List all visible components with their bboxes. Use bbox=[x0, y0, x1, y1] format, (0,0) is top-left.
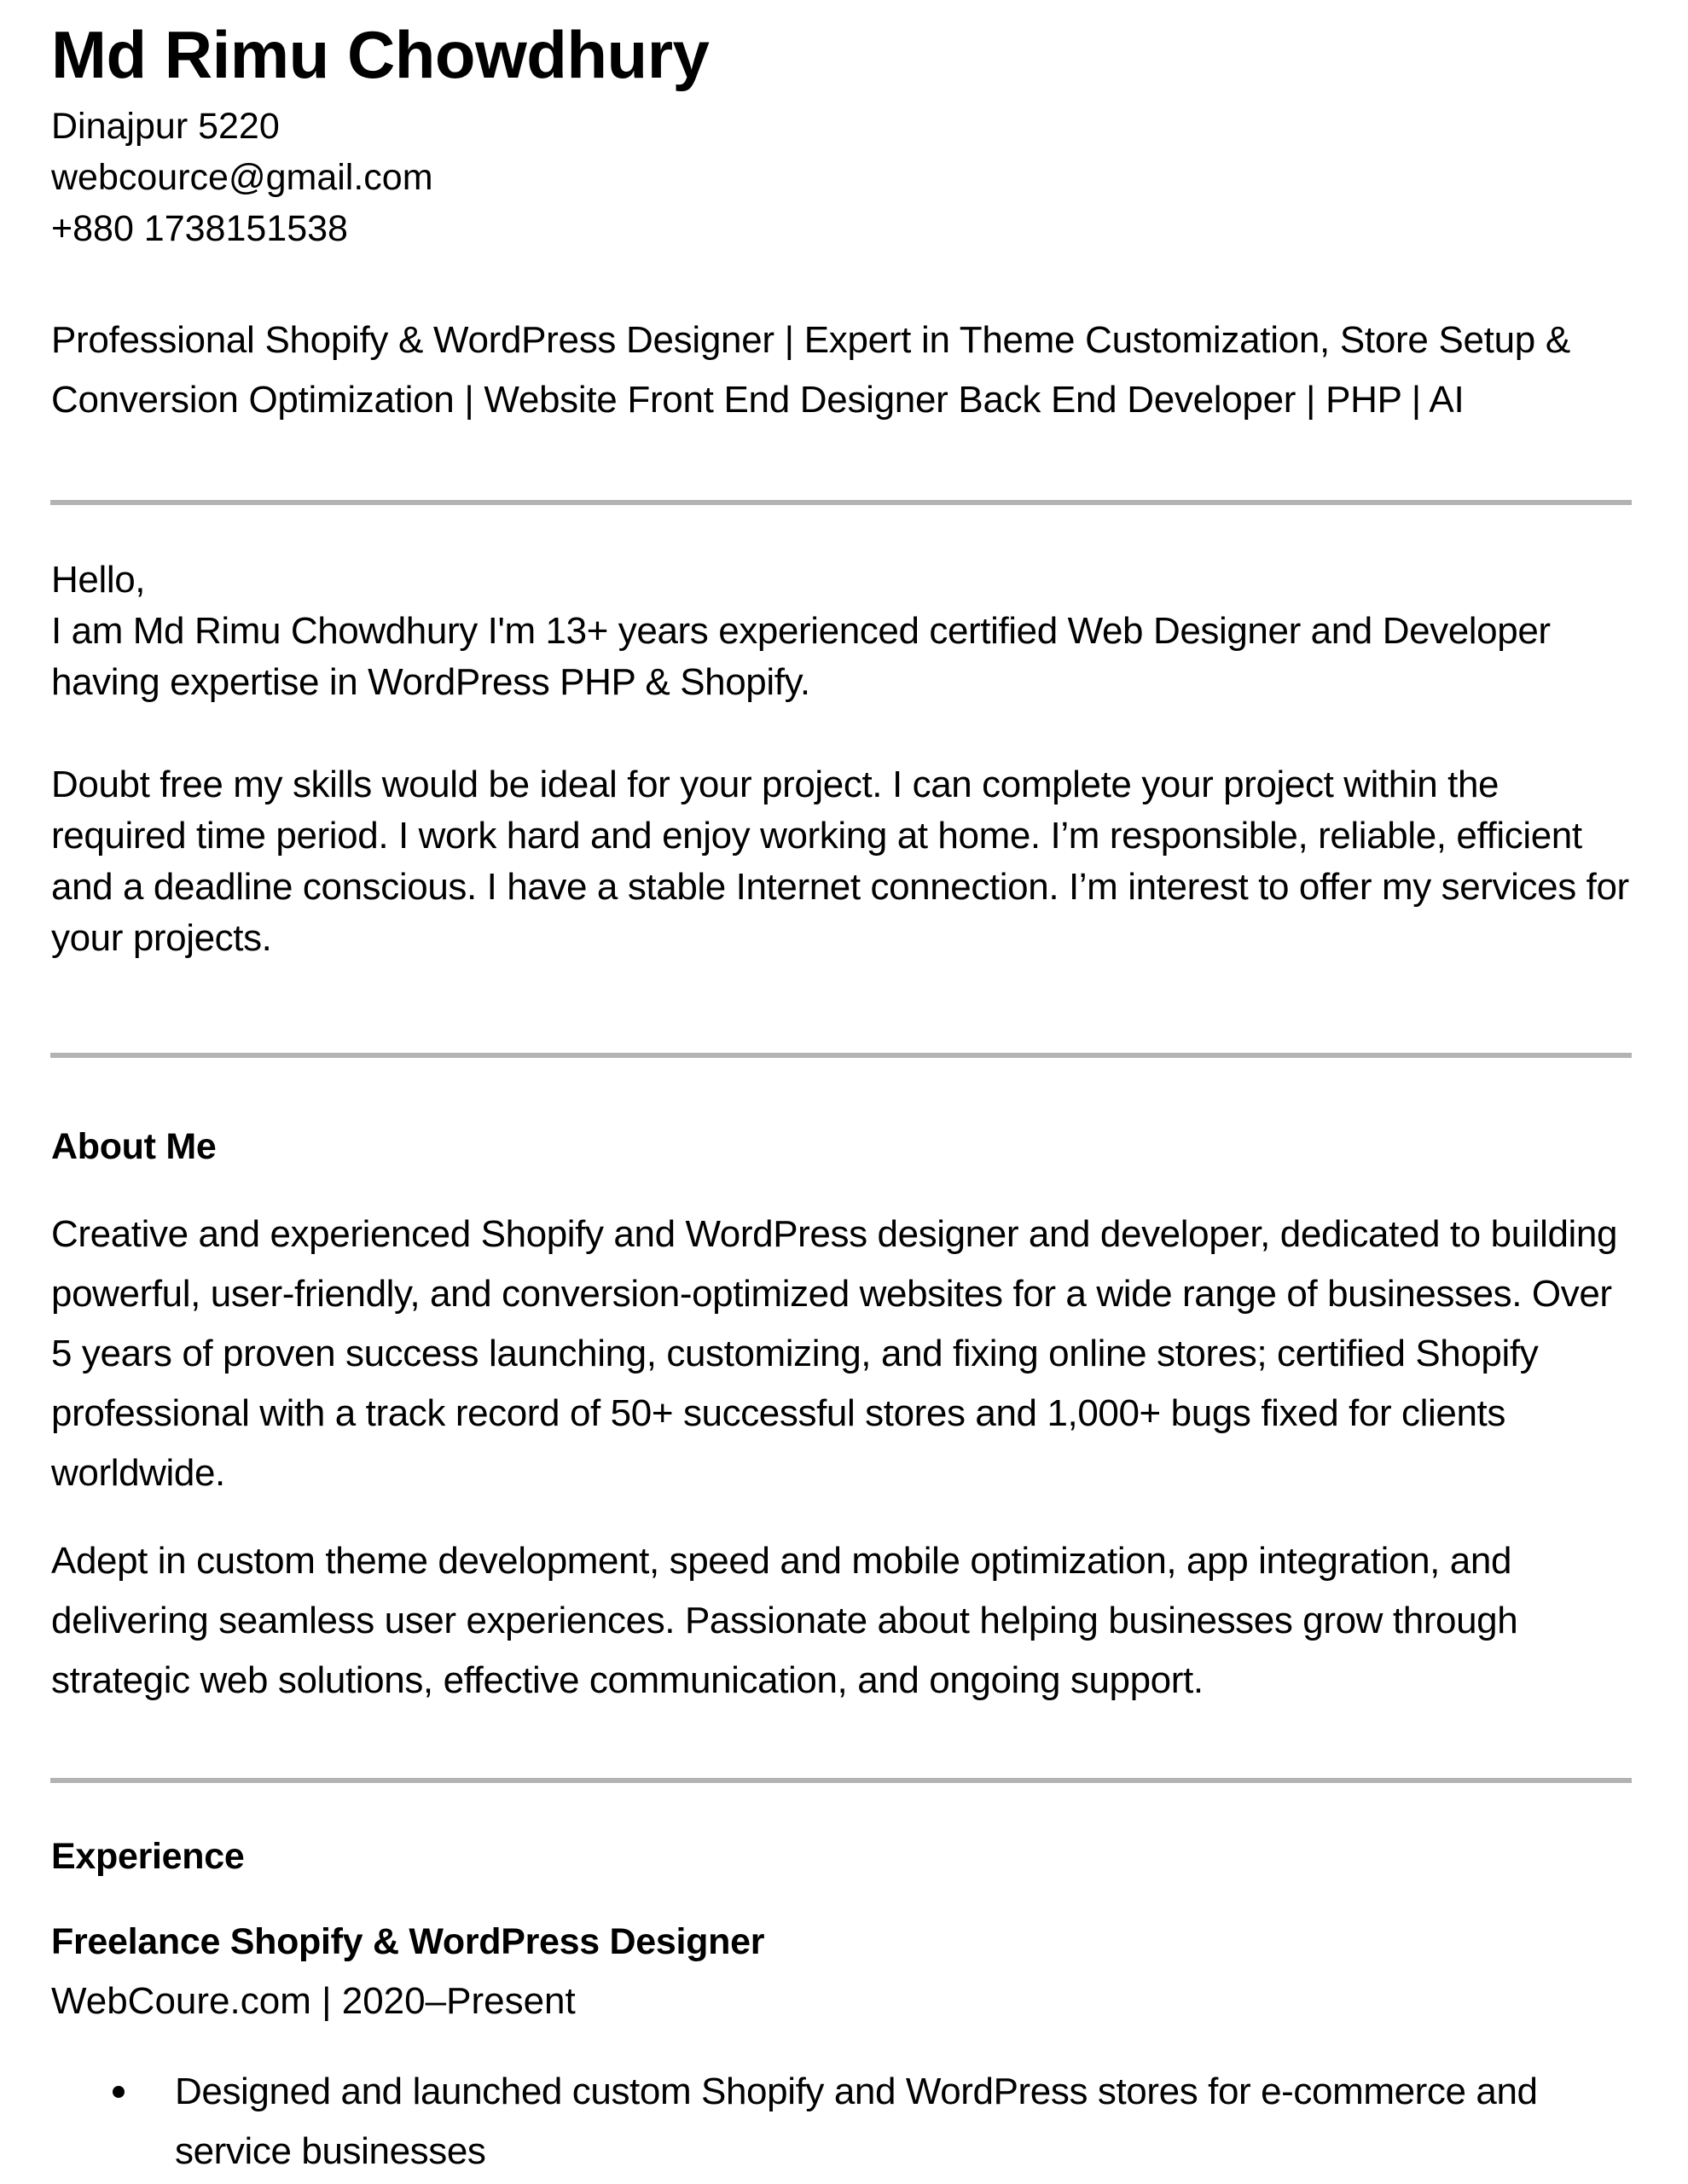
bullet-text: Designed and launched custom Shopify and WordPress stores for e-commerce and service businesses bbox=[175, 2071, 1538, 2172]
section-divider bbox=[50, 500, 1632, 505]
contact-info bbox=[51, 101, 1637, 254]
about-paragraph: Adept in custom theme development, speed and mobile optimization, app integration, and delivering seamless user experiences. Passionate about helping businesses grow through strategic web solutions, effective communication, and ongoing support. bbox=[51, 1540, 1518, 1701]
section-divider bbox=[50, 1053, 1632, 1058]
contact-email[interactable]: webcource@gmail.com bbox=[51, 157, 433, 198]
professional-tagline: Professional Shopify & WordPress Designer | Expert in Theme Customization, Store Setup & Conversion Optimization | Website Front End Designer Back End Developer | PHP | AI bbox=[51, 319, 1570, 421]
about-me-heading: About Me bbox=[51, 1126, 217, 1167]
section-divider bbox=[50, 1778, 1632, 1783]
bullet-icon bbox=[113, 2086, 125, 2098]
about-paragraph: Creative and experienced Shopify and WordPress designer and developer, dedicated to building powerful, user-friendly, and conversion-optimized websites for a wide range of businesses. Over 5 years of proven success launching, customizing, and fixing online stores; certified Shopify professional with a track record of 50+ successful stores and 1,000+ bugs fixed for clients worldwide. bbox=[51, 1213, 1618, 1494]
intro-paragraph: Doubt free my skills would be ideal for your project. I can complete your project within the required time period. I work hard and enjoy working at home. I’m responsible, reliable, efficient and a deadline conscious. I have a stable Internet connection. I’m interest to offer my services for your projects. bbox=[51, 764, 1629, 959]
job-responsibilities bbox=[51, 2062, 1637, 2181]
list-item bbox=[51, 2062, 1637, 2181]
candidate-name: Md Rimu Chowdhury bbox=[51, 17, 710, 92]
job-title: Freelance Shopify & WordPress Designer bbox=[51, 1921, 765, 1962]
job-company-dates: WebCoure.com | 2020–Present bbox=[51, 1980, 576, 2022]
experience-heading: Experience bbox=[51, 1836, 245, 1877]
contact-phone[interactable]: +880 1738151538 bbox=[51, 208, 348, 249]
intro-paragraph: I am Md Rimu Chowdhury I'm 13+ years experienced certified Web Designer and Developer having expertise in WordPress PHP & Shopify. bbox=[51, 610, 1551, 703]
intro-greeting: Hello, bbox=[51, 559, 146, 601]
contact-address: Dinajpur 5220 bbox=[51, 106, 280, 147]
